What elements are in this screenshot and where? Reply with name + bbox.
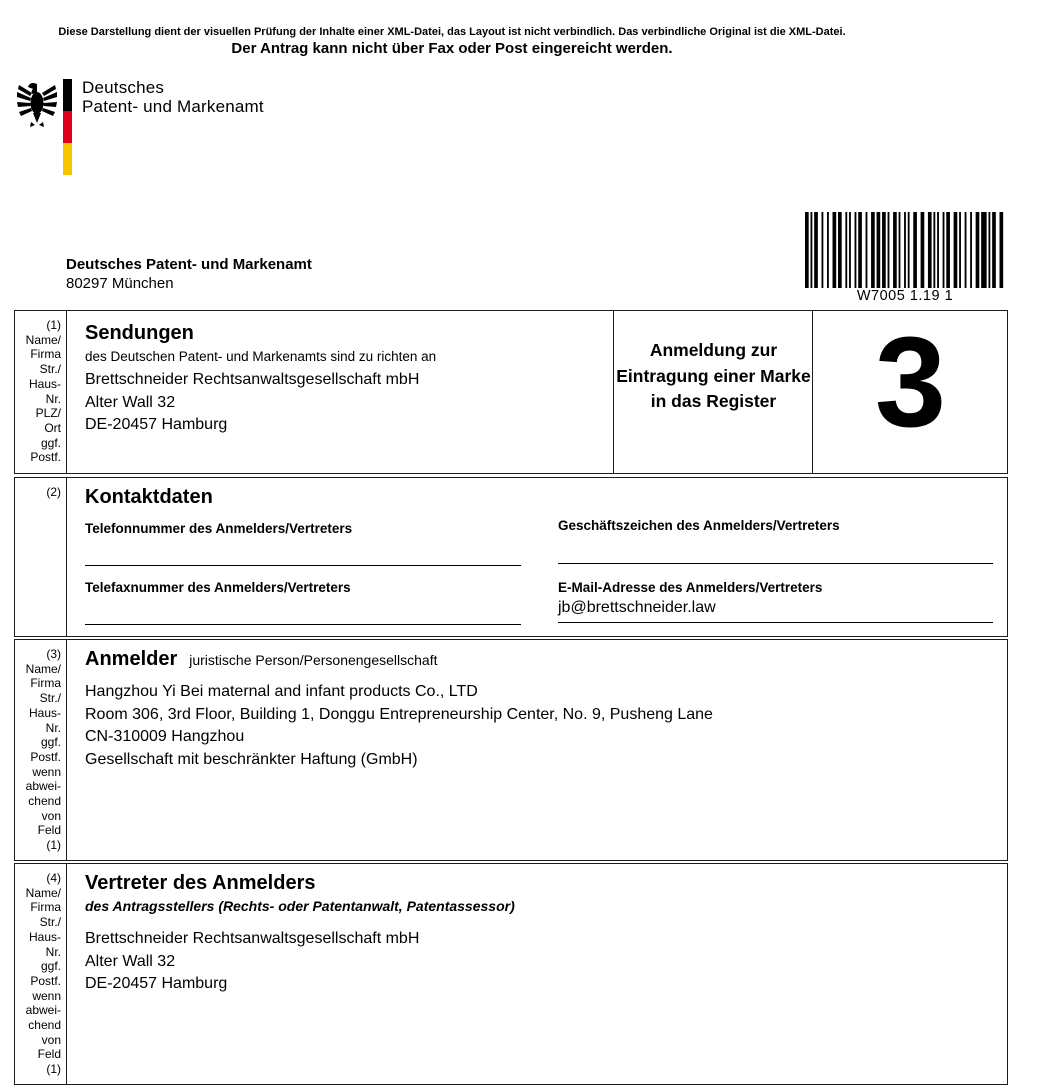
- text-line: von: [41, 1032, 61, 1047]
- section-anmelder: [14, 639, 1008, 861]
- section3-margin-labels: [15, 640, 67, 860]
- text-line: Str./: [39, 362, 61, 377]
- text-line: chend: [28, 794, 61, 809]
- text-line: Postf.: [30, 450, 61, 465]
- barcode-label: W7005 1.19 1: [856, 288, 954, 304]
- office-city: 80297 München: [66, 275, 174, 292]
- text-line: Firma: [30, 347, 61, 362]
- text-line: (1): [46, 838, 61, 853]
- phone-field-label: Telefonnummer des Anmelders/Vertreters: [85, 521, 353, 536]
- form-number: 3: [874, 311, 947, 454]
- no-fax-post-notice: Der Antrag kann nicht über Fax oder Post eingereicht werden.: [231, 40, 673, 57]
- applicant-details: [85, 681, 985, 771]
- email-field-line: [558, 622, 993, 623]
- logo-line1: Deutsches: [82, 78, 165, 97]
- xml-visual-check-notice: Diese Darstellung dient der visuellen Prüfung der Inhalte einer XML-Datei, das Layout ist nicht verbindlich. Das verbindliche Original ist die XML-Datei.: [58, 26, 846, 38]
- text-line: abwei-: [25, 1003, 61, 1018]
- text-line: Name/: [25, 885, 61, 900]
- section2-margin-labels: [15, 478, 67, 636]
- text-line: Brettschneider Rechtsanwaltsgesellschaft mbH: [85, 930, 420, 947]
- text-line: Haus-: [28, 929, 61, 944]
- barcode-icon: [805, 212, 1005, 288]
- text-line: ggf.: [40, 435, 61, 450]
- section-kontaktdaten: [14, 477, 1008, 637]
- text-line: chend: [28, 1018, 61, 1033]
- text-line: Nr.: [45, 391, 61, 406]
- text-line: Room 306, 3rd Floor, Building 1, Donggu Entrepreneurship Center, No. 9, Pusheng Lane: [85, 705, 713, 723]
- text-line: Feld: [37, 823, 61, 838]
- text-line: Str./: [39, 691, 61, 706]
- correspondence-address: [85, 369, 419, 437]
- section-number: (3): [46, 647, 61, 661]
- text-line: Postf.: [30, 749, 61, 764]
- text-line: Gesellschaft mit beschränkter Haftung (GmbH): [85, 750, 418, 768]
- section3-subheading: juristische Person/Personengesellschaft: [189, 652, 438, 668]
- text-line: Ort: [44, 420, 61, 435]
- text-line: Alter Wall 32: [85, 952, 176, 970]
- section-number: (1): [46, 318, 61, 332]
- section3-heading: Anmelder: [85, 648, 178, 670]
- reference-field-line: [558, 563, 993, 564]
- section1-margin-labels: [15, 311, 67, 473]
- email-field-label: E-Mail-Adresse des Anmelders/Vertreters: [558, 580, 823, 595]
- office-name: Deutsches Patent- und Markenamt: [66, 256, 312, 273]
- flag-stripe-icon: [63, 79, 72, 175]
- section2-heading: Kontaktdaten: [85, 486, 213, 508]
- text-line: Hangzhou Yi Bei maternal and infant products Co., LTD: [85, 683, 478, 700]
- section3-heading-row: [85, 648, 438, 671]
- form-title: Anmeldung zur Eintragung einer Marke in das Register: [616, 340, 811, 411]
- text-line: Feld: [37, 1047, 61, 1062]
- office-address-block: [66, 255, 312, 293]
- text-line: Brettschneider Rechtsanwaltsgesellschaft mbH: [85, 371, 420, 388]
- text-line: wenn: [32, 764, 61, 779]
- representative-details: [85, 928, 985, 996]
- text-line: (1): [46, 1062, 61, 1077]
- text-line: Haus-: [28, 376, 61, 391]
- text-line: wenn: [32, 988, 61, 1003]
- text-line: Alter Wall 32: [85, 393, 176, 411]
- text-line: Name/: [25, 332, 61, 347]
- fax-field-line: [85, 624, 521, 625]
- text-line: abwei-: [25, 779, 61, 794]
- text-line: CN-310009 Hangzhou: [85, 728, 245, 745]
- text-line: DE-20457 Hamburg: [85, 975, 228, 992]
- text-line: DE-20457 Hamburg: [85, 416, 228, 433]
- text-line: Nr.: [45, 720, 61, 735]
- section4-margin-labels: [15, 864, 67, 1084]
- section4-heading: Vertreter des Anmelders: [85, 872, 316, 894]
- phone-field-line: [85, 565, 521, 566]
- federal-eagle-icon: [16, 76, 58, 130]
- section-vertreter: [14, 863, 1008, 1085]
- section4-subheading: des Antragsstellers (Rechts- oder Patentanwalt, Patentassessor): [85, 898, 515, 914]
- text-line: Postf.: [30, 973, 61, 988]
- dpma-logo-text: [82, 78, 264, 116]
- text-line: ggf.: [40, 735, 61, 750]
- text-line: Firma: [30, 900, 61, 915]
- text-line: Nr.: [45, 944, 61, 959]
- text-line: ggf.: [40, 959, 61, 974]
- section-number: (4): [46, 871, 61, 885]
- text-line: Name/: [25, 661, 61, 676]
- section1-heading: Sendungen: [85, 322, 194, 344]
- section1-subheading: des Deutschen Patent- und Markenamts sind zu richten an: [85, 349, 437, 364]
- email-field-value: jb@brettschneider.law: [558, 599, 716, 616]
- text-line: Firma: [30, 676, 61, 691]
- section-sendungen: [14, 310, 1008, 474]
- text-line: Str./: [39, 915, 61, 930]
- text-line: von: [41, 808, 61, 823]
- text-line: PLZ/: [35, 406, 61, 421]
- reference-field-label: Geschäftszeichen des Anmelders/Vertreters: [558, 518, 840, 533]
- section-number: (2): [46, 485, 61, 499]
- logo-line2: Patent- und Markenamt: [82, 97, 264, 116]
- text-line: Haus-: [28, 705, 61, 720]
- fax-field-label: Telefaxnummer des Anmelders/Vertreters: [85, 580, 351, 595]
